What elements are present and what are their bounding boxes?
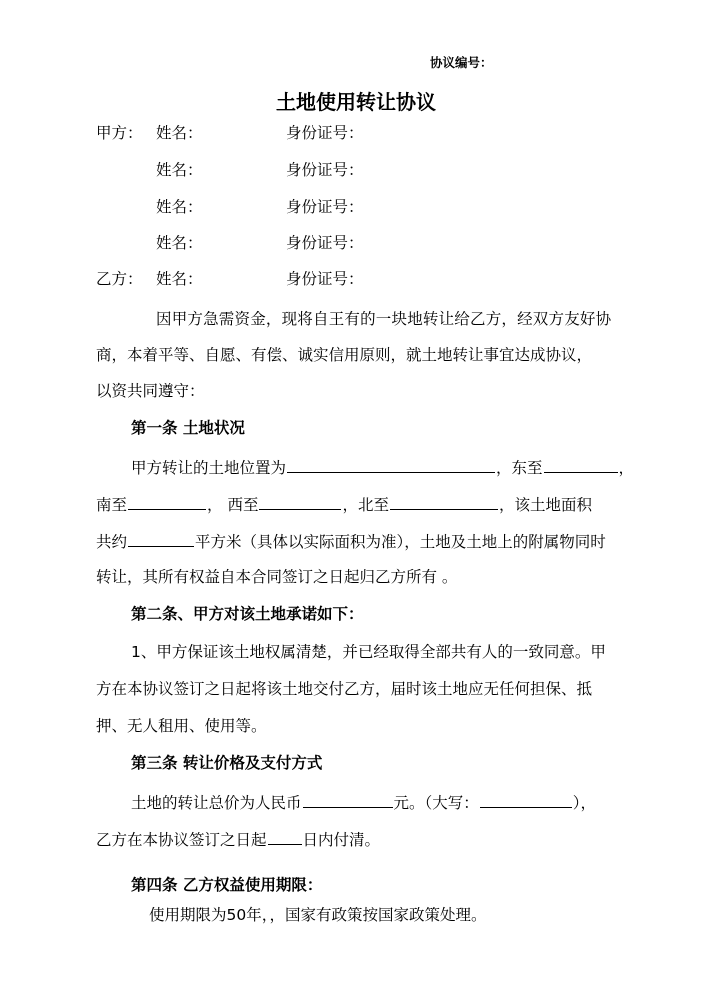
article-4-heading: 第四条 乙方权益使用期限： (131, 876, 323, 894)
land-area-label: ，该土地面积 (498, 496, 592, 514)
article-4-line-1: 使用期限为50年，，国家有政策按国家政策处理。 (149, 906, 487, 924)
approx-label: 共约 (96, 533, 128, 551)
north-to-label: ，北至 (342, 496, 389, 514)
intro-line-1: 因甲方急需资金，现将自王有的一块地转让给乙方，经双方友好协 (156, 310, 612, 328)
south-boundary-blank[interactable] (128, 494, 206, 510)
land-location-blank[interactable] (287, 457, 495, 473)
article-1-line-4: 转让，其所有权益自本合同签订之日起归乙方所有 。 (96, 568, 458, 586)
party-b-id-label: 身份证号： (286, 270, 364, 288)
article-1-line-1 (131, 457, 634, 477)
article-3-heading: 第三条 转让价格及支付方式 (131, 754, 323, 772)
payment-label: 乙方在本协议签订之日起 (96, 831, 267, 849)
party-a-id-label-3: 身份证号： (286, 198, 364, 216)
party-a-name-label-4: 姓名： (156, 234, 203, 252)
north-boundary-blank[interactable] (390, 494, 498, 510)
capital-amount-blank[interactable] (480, 792, 572, 808)
area-blank[interactable] (128, 531, 194, 547)
party-b-name-label: 姓名： (156, 270, 203, 288)
east-boundary-blank[interactable] (544, 457, 618, 473)
total-price-label: 土地的转让总价为人民币 (131, 794, 302, 812)
land-location-label: 甲方转让的土地位置为 (131, 459, 287, 477)
document-title: 土地使用转让协议 (276, 90, 436, 114)
capital-label: 元。（大写： (393, 794, 479, 812)
article-1-line-2 (96, 494, 592, 514)
days-label: 日内付清。 (302, 831, 381, 849)
party-a-id-label-1: 身份证号： (286, 124, 364, 142)
agreement-number-label: 协议编号： (430, 55, 493, 70)
article-2-heading: 第二条、甲方对该土地承诺如下： (131, 605, 364, 623)
east-to-label: ，东至 (496, 459, 543, 477)
article-1-line-3 (96, 531, 606, 551)
closing-paren: ）， (572, 794, 597, 812)
intro-line-3: 以资共同遵守： (96, 382, 205, 400)
article-3-line-1 (131, 792, 596, 812)
article-2-line-3: 押、无人租用、使用等。 (96, 717, 267, 735)
party-a-label: 甲方： (96, 124, 143, 142)
party-a-id-label-4: 身份证号： (286, 234, 364, 252)
party-a-name-label-2: 姓名： (156, 161, 203, 179)
west-to-label: ， 西至 (207, 496, 259, 514)
intro-line-2: 商，本着平等、自愿、有偿、诚实信用原则，就土地转让事宜达成协议， (96, 346, 593, 364)
area-unit-text: 平方米（具体以实际面积为准），土地及土地上的附属物同时 (195, 533, 606, 551)
party-a-name-label-1: 姓名： (156, 124, 203, 142)
article-1-heading: 第一条 土地状况 (131, 419, 245, 437)
south-to-label: 南至 (96, 496, 128, 514)
payment-days-blank[interactable] (268, 829, 302, 845)
comma: ， (618, 459, 635, 477)
article-2-line-1: 1、甲方保证该土地权属清楚，并已经取得全部共有人的一致同意。甲 (131, 643, 606, 661)
article-2-line-2: 方在本协议签订之日起将该土地交付乙方，届时该土地应无任何担保、抵 (96, 680, 593, 698)
party-a-name-label-3: 姓名： (156, 198, 203, 216)
party-a-id-label-2: 身份证号： (286, 161, 364, 179)
party-b-label: 乙方： (96, 270, 143, 288)
west-boundary-blank[interactable] (259, 494, 341, 510)
article-3-line-2 (96, 829, 380, 849)
total-price-blank[interactable] (303, 792, 393, 808)
